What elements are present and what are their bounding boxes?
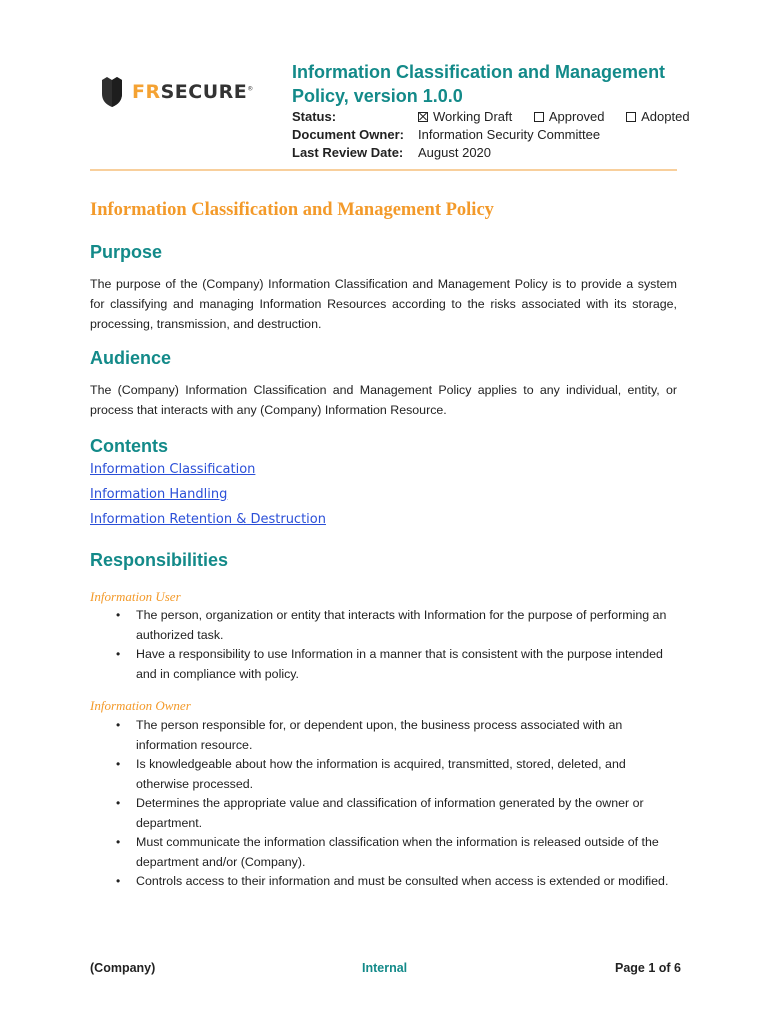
list-item-text: The person, organization or entity that interacts with Information for the purpose of performing an authorized task.	[136, 608, 667, 642]
status-option-label: Adopted	[641, 109, 690, 124]
status-adopted[interactable]	[626, 108, 689, 126]
status-option-label: Approved	[548, 109, 605, 124]
checkbox-checked-icon[interactable]	[418, 112, 428, 122]
status-option-label: Working Draft	[433, 109, 513, 124]
information-owner-subheading: Information Owner	[90, 698, 191, 713]
list-item	[90, 645, 677, 684]
review-label: Last Review Date:	[292, 144, 404, 160]
information-user-list	[90, 606, 677, 684]
bullet-dot-icon: •	[116, 796, 121, 810]
status-row	[292, 108, 708, 126]
document-meta	[292, 108, 708, 161]
owner-label: Document Owner:	[292, 127, 404, 143]
status-options	[418, 108, 708, 126]
footer-page-number: Page 1 of 6	[615, 961, 681, 975]
checkbox-icon[interactable]	[626, 112, 636, 122]
logo-secure: SECURE	[160, 81, 248, 103]
shield-logo-icon	[100, 76, 124, 108]
information-user-subheading: Information User	[90, 589, 181, 604]
list-item	[90, 833, 677, 872]
bullet-dot-icon: •	[116, 647, 121, 661]
audience-paragraph: The (Company) Information Classification and Management Policy applies to any individual, entity, or process that interacts with any (Company) Information Resource.	[90, 383, 677, 417]
toc-link-information-handling[interactable]: Information Handling	[90, 487, 228, 502]
header-title: Information Classification and Management Policy, version 1.0.0	[292, 62, 666, 106]
company-logo	[100, 76, 254, 108]
toc-link-retention-destruction[interactable]: Information Retention & Destruction	[90, 512, 326, 527]
list-item	[90, 755, 677, 794]
status-working-draft[interactable]	[418, 108, 512, 126]
bullet-dot-icon: •	[116, 718, 121, 732]
header-divider	[90, 169, 677, 171]
checkbox-icon[interactable]	[534, 112, 544, 122]
footer-classification: Internal	[362, 961, 408, 975]
list-item	[90, 606, 677, 645]
bullet-dot-icon: •	[116, 874, 121, 888]
toc-link-information-classification[interactable]: Information Classification	[90, 462, 256, 477]
list-item-text: Determines the appropriate value and classification of information generated by the owner or department.	[136, 796, 644, 830]
owner-row	[292, 126, 708, 144]
logo-registered-mark: ®	[247, 85, 254, 93]
list-item-text: Have a responsibility to use Information in a manner that is consistent with the purpose intended and in compliance with policy.	[136, 647, 663, 681]
owner-value: Information Security Committee	[418, 127, 601, 143]
purpose-paragraph: The purpose of the (Company) Information Classification and Management Policy is to provide a system for classifying and managing Information Resources according to the risks associated with its storage, processing, transmission, and destruction.	[90, 277, 677, 331]
list-item	[90, 794, 677, 833]
status-approved[interactable]	[534, 108, 605, 126]
list-item	[90, 872, 677, 892]
review-row	[292, 144, 708, 162]
logo-wordmark	[132, 81, 254, 103]
information-owner-list	[90, 716, 677, 892]
purpose-heading: Purpose	[90, 242, 163, 262]
responsibilities-heading: Responsibilities	[90, 550, 229, 570]
list-item-text: Controls access to their information and must be consulted when access is extended or modified.	[136, 874, 669, 888]
list-item	[90, 716, 677, 755]
list-item-text: Is knowledgeable about how the information is acquired, transmitted, stored, deleted, and otherwise processed.	[136, 757, 626, 791]
footer-company: (Company)	[90, 961, 156, 975]
audience-heading: Audience	[90, 348, 172, 368]
bullet-dot-icon: •	[116, 608, 121, 622]
bullet-dot-icon: •	[116, 835, 121, 849]
contents-heading: Contents	[90, 436, 168, 456]
logo-fr: FR	[132, 81, 161, 103]
document-title: Information Classification and Management Policy	[90, 200, 494, 220]
list-item-text: The person responsible for, or dependent upon, the business process associated with an information resource.	[136, 718, 623, 752]
status-label: Status:	[292, 109, 337, 124]
review-value: August 2020	[418, 144, 492, 160]
bullet-dot-icon: •	[116, 757, 121, 771]
list-item-text: Must communicate the information classification when the information is released outside of the department and/or (Company).	[136, 835, 659, 869]
